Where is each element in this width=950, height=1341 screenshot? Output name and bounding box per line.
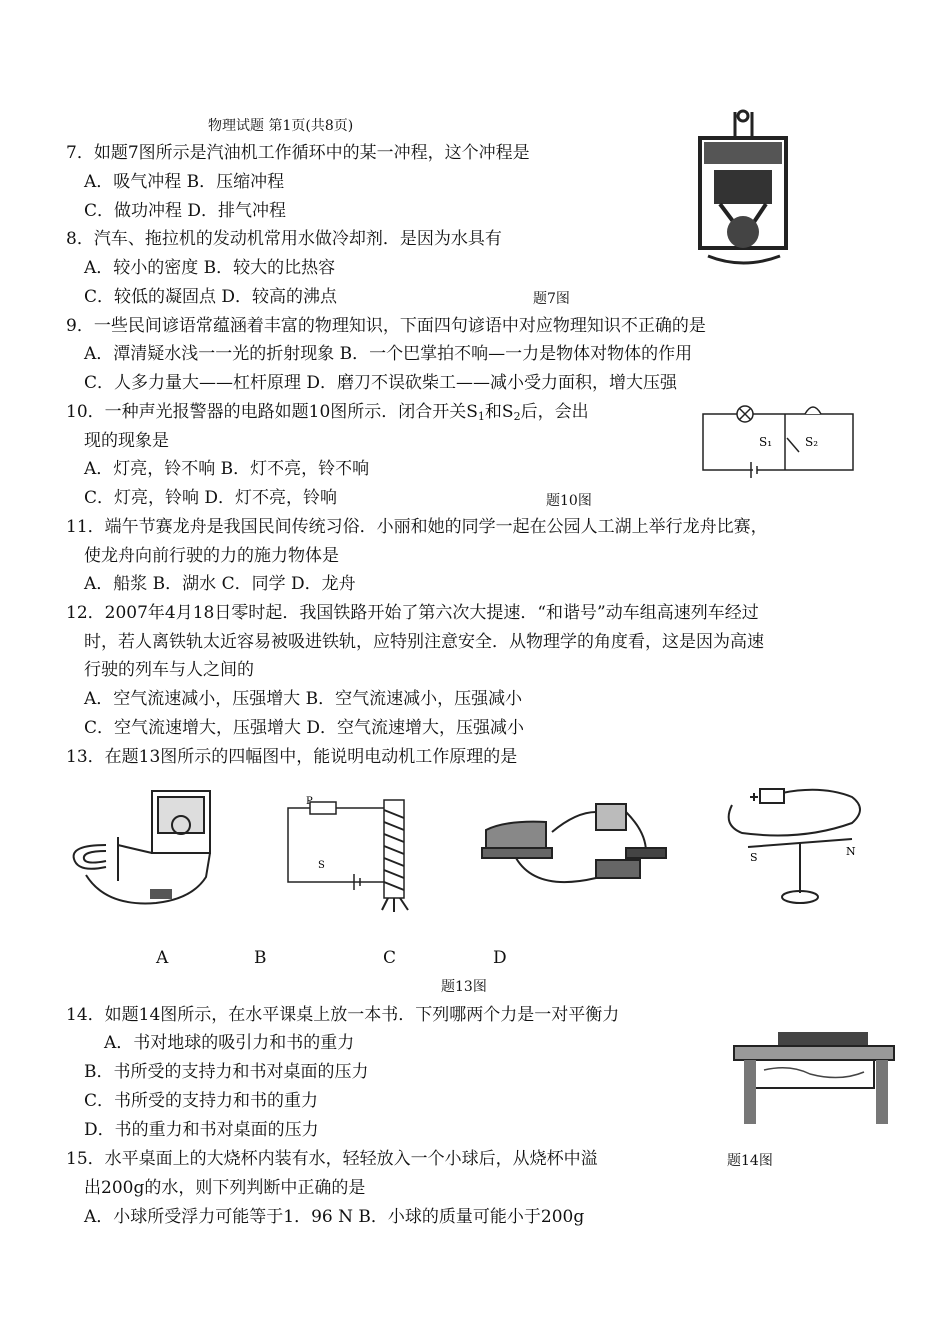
- q11-options: A．船浆 B．湖水 C．同学 D．龙舟: [84, 574, 356, 594]
- fig13-label-d: D: [493, 948, 507, 968]
- fig13-label-c: C: [383, 948, 397, 968]
- q15-options-ab: A．小球所受浮力可能等于1．96 N B．小球的质量可能小于200g: [84, 1207, 585, 1227]
- q7-stem: 7．如题7图所示是汽油机工作循环中的某一冲程，这个冲程是: [66, 143, 530, 163]
- fig13-caption: 题13图: [441, 979, 487, 995]
- fig13-label-b: B: [254, 948, 267, 968]
- q14-stem: 14．如题14图所示，在水平课桌上放一本书．下列哪两个力是一对平衡力: [66, 1005, 620, 1025]
- q8-options-ab: A．较小的密度 B．较大的比热容: [84, 258, 336, 278]
- fig10-caption: 题10图: [546, 493, 592, 509]
- q7-options-ab: A．吸气冲程 B．压缩冲程: [84, 172, 285, 192]
- q12-options-ab: A．空气流速减小，压强增大 B．空气流速减小，压强减小: [84, 689, 523, 709]
- fig13-a-generator: [66, 785, 231, 915]
- q10-stem-line2: 现的现象是: [84, 431, 169, 451]
- fig13-d-oersted: [712, 775, 872, 910]
- alarm-circuit-figure: [695, 398, 865, 478]
- fig14-caption: 题14图: [727, 1153, 773, 1169]
- q13-stem: 13．在题13图所示的四幅图中，能说明电动机工作原理的是: [66, 747, 518, 767]
- q9-options-cd: C．人多力量大——杠杆原理 D．磨刀不误砍柴工——减小受力面积，增大压强: [84, 373, 678, 393]
- q12-options-cd: C．空气流速增大，压强增大 D．空气流速增大，压强减小: [84, 718, 525, 738]
- q8-options-cd: C．较低的凝固点 D．较高的沸点: [84, 287, 338, 307]
- fig10-label-s2: S₂: [805, 435, 819, 449]
- fig13-d-label-n: N: [846, 845, 856, 858]
- q14-option-a: A．书对地球的吸引力和书的重力: [104, 1033, 355, 1053]
- fig13-b-electromagnet: [280, 790, 430, 915]
- fig13-d-label-s: S: [750, 851, 758, 864]
- q12-stem-line2: 时，若人离铁轨太近容易被吸进铁轨，应特别注意安全．从物理学的角度看，这是因为高速: [84, 632, 764, 652]
- fig13-b-label-p: P: [306, 796, 313, 807]
- q10-options-ab: A．灯亮，铃不响 B．灯不亮，铃不响: [84, 459, 370, 479]
- q15-stem: 15．水平桌面上的大烧杯内装有水，轻轻放入一个小球后，从烧杯中溢: [66, 1149, 598, 1169]
- q9-stem: 9．一些民间谚语常蕴涵着丰富的物理知识，下面四句谚语中对应物理知识不正确的是: [66, 316, 706, 336]
- q11-stem-line2: 使龙舟向前行驶的力的施力物体是: [84, 546, 339, 566]
- q11-stem: 11．端午节赛龙舟是我国民间传统习俗．小丽和她的同学一起在公园人工湖上举行龙舟比赛，: [66, 517, 768, 537]
- q14-option-d: D．书的重力和书对桌面的压力: [84, 1120, 319, 1140]
- q14-option-b: B．书所受的支持力和书对桌面的压力: [84, 1062, 369, 1082]
- q12-stem-line3: 行驶的列车与人之间的: [84, 660, 254, 680]
- q10-stem: 10．一种声光报警器的电路如题10图所示．闭合开关$S_1$和$S_2$后，会出: [66, 402, 589, 423]
- fig14-desk-book: [730, 1028, 900, 1128]
- q15-stem-line2: 出200g的水，则下列判断中正确的是: [84, 1178, 366, 1198]
- engine-cylinder-figure: [690, 108, 800, 268]
- fig13-c-motor: [476, 792, 676, 902]
- q14-option-c: C．书所受的支持力和书的重力: [84, 1091, 319, 1111]
- fig10-label-s1: S₁: [759, 435, 773, 449]
- q10-options-cd: C．灯亮，铃响 D．灯不亮，铃响: [84, 488, 338, 508]
- q7-options-cd: C．做功冲程 D．排气冲程: [84, 201, 287, 221]
- fig13-b-label-s: S: [318, 860, 325, 871]
- fig7-caption: 题7图: [533, 291, 570, 307]
- page-header: 物理试题 第1页(共8页): [208, 118, 354, 134]
- q9-options-ab: A．潭清疑水浅一一光的折射现象 B．一个巴掌拍不响—一力是物体对物体的作用: [84, 344, 693, 364]
- fig13-label-a: A: [156, 948, 169, 968]
- q8-stem: 8．汽车、拖拉机的发动机常用水做冷却剂．是因为水具有: [66, 229, 502, 249]
- q12-stem: 12．2007年4月18日零时起．我国铁路开始了第六次大提速．“和谐号”动车组高速列车经过: [66, 603, 759, 623]
